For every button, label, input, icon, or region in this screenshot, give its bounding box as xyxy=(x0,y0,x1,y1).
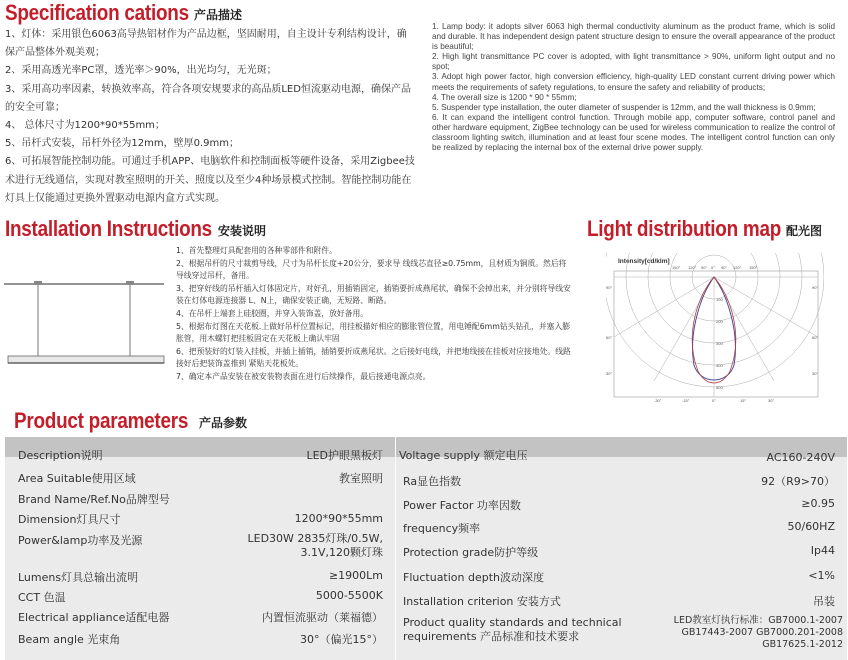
params-column-divider xyxy=(395,437,396,660)
param-value: 1200*90*55mm xyxy=(294,512,383,525)
light-distribution-diagram xyxy=(606,253,824,403)
suspended-lamp-illustration xyxy=(0,270,172,380)
spec-en-item: 3. Adopt high power factor, high conversion efficiency, high-quality LED constant current driving power which meets the requirements of safety regulations, to ensure the safety and reliability of products; xyxy=(432,72,835,92)
param-value: ≥1900Lm xyxy=(328,569,383,582)
spec-cn-item: 6、可拓展智能控制功能。可通过手机APP、电脑软件和控制面板等硬件设备，采用Zigbee技术进行无线通信，实现对教室照明的开关、照度以及至少4种场景模式控制。智能控制功能在灯具上仅能通过更换外置驱动电源内盒方式实现。 xyxy=(5,156,415,204)
spec-cn-list xyxy=(5,26,415,208)
install-item: 1、首先整理灯具配套用的各种零部件和附件。 xyxy=(176,246,337,255)
spec-en-item: 2. High light transmittance PC cover is adopted, with light transmittance > 90%, uniform light output and no spot; xyxy=(432,52,835,72)
param-label: Lumens灯具总输出流明 xyxy=(18,571,139,584)
param-label: Fluctuation depth波动深度 xyxy=(403,571,545,584)
light-map-title: Light distribution map xyxy=(587,216,782,241)
param-label: CCT 色温 xyxy=(18,591,66,604)
top-tick: 90° xyxy=(701,265,708,270)
param-label: Dimension灯具尺寸 xyxy=(18,513,121,526)
spec-cn-item: 2、采用高透光率PC罩，透光率＞90%，出光均匀，无光斑； xyxy=(5,65,277,77)
spec-cn-item: 5、吊杆式安装，吊杆外径为12mm，壁厚0.9mm； xyxy=(5,138,239,150)
install-item: 4、在吊杆上端套上硅胶圈，并穿入装饰盖，放好备用。 xyxy=(176,308,369,318)
params-title-cn: 产品参数 xyxy=(199,416,248,430)
spec-en-item: 5. Suspender type installation, the outer diameter of suspender is 12mm, and the wall thickness is 0.9mm; xyxy=(432,102,816,112)
spec-en-list xyxy=(432,22,835,153)
right-tick: 30° xyxy=(812,371,819,376)
right-tick: 60° xyxy=(812,335,819,340)
param-value: ≥0.95 xyxy=(801,497,835,510)
diagram-frame xyxy=(614,271,818,397)
install-title-cn: 安装说明 xyxy=(218,224,267,238)
spec-en-item: 6. It can expand the intelligent control function. Through mobile app, computer software, control panel and other hardware equipment, ZigBee technology can be used for wireless communication to realize the control of classroom lighting switch, illumination and at least four scene modes. The intelligent control function can only be realized by replacing the internal box of the external drive power supply. xyxy=(432,112,835,153)
top-tick: 90° xyxy=(721,265,728,270)
bottom-tick: -15° xyxy=(682,398,690,403)
spec-cn-item: 1、灯体：采用银色6063高导热铝材作为产品边框，坚固耐用，自主设计专利结构设计，确保产品整体外观美观； xyxy=(5,29,407,59)
param-value: 50/60HZ xyxy=(787,520,835,533)
spec-title: Specification cations xyxy=(5,0,189,25)
param-value: 内置恒流驱动（莱福德） xyxy=(262,611,383,624)
param-value: 吊装 xyxy=(813,595,835,608)
install-item: 5、根据布灯图在天花板.上做好吊杆位置标记，用挂板描好相应的膨胀管位置，用电锤配6mm钻头钻孔，并塞入膨胀管，用木螺钉把挂板固定在天花板上确认牢固 xyxy=(176,321,571,344)
param-label: Power&lamp功率及光源 xyxy=(18,534,143,547)
radial-label: 400 xyxy=(716,363,723,368)
radial-label: 200 xyxy=(716,319,723,324)
param-value: AC160-240V xyxy=(766,451,835,464)
bottom-tick: 0° xyxy=(712,398,716,403)
param-label: Installation criterion 安装方式 xyxy=(403,595,561,608)
polar-circles xyxy=(606,253,824,387)
top-tick: 0° xyxy=(711,265,715,270)
radial-label: 300 xyxy=(716,341,723,346)
bottom-tick: 30° xyxy=(768,398,775,403)
top-tick: 150° xyxy=(749,265,758,270)
spec-cn-item: 4、 总体尺寸为1200*90*55mm； xyxy=(5,120,165,132)
top-tick: 150° xyxy=(672,265,681,270)
left-tick: 90° xyxy=(606,285,613,290)
install-item: 7、确定本产品安装在被安装物表面在进行后续操作，最后接通电源点亮。 xyxy=(176,371,431,381)
param-value: 30°（偏光15°） xyxy=(300,633,383,646)
intensity-label: Intensity[cd/klm] xyxy=(618,258,670,265)
right-tick: 90° xyxy=(812,285,819,290)
param-value: <1% xyxy=(808,569,835,582)
install-item: 3、把穿好线的吊杆插入灯体固定片，对好孔，用插销固定，插销要折成燕尾状，确保不会掉出来，并分别将导线安装在灯体电源连接器 L、N上，确保安装正确，无短路、断路。 xyxy=(176,283,571,306)
param-value: LED30W 2835灯珠/0.5W, 3.1V,120颗灯珠 xyxy=(247,532,383,559)
param-value: 92（R9>70） xyxy=(761,475,835,488)
param-label: Product quality standards and technical requirements 产品标准和技术要求 xyxy=(403,616,622,643)
radial-label: 100 xyxy=(716,297,723,302)
polar-radials xyxy=(614,277,818,397)
ceiling-cap-left xyxy=(34,281,42,285)
param-label: Protection grade防护等级 xyxy=(403,546,539,559)
param-value: 教室照明 xyxy=(339,472,383,485)
top-tick: 120° xyxy=(733,265,742,270)
param-label: Brand Name/Ref.No品牌型号 xyxy=(18,493,170,506)
install-item: 6、把预装好的灯装入挂板，并插上插销，插销要折成燕尾状。之后接好电线，并把地线接在挂板对应接地处。线路接好后把装饰盖推到 紧贴天花板处。 xyxy=(176,346,571,369)
param-label: Power Factor 功率因数 xyxy=(403,499,521,512)
param-label: Area Suitable使用区域 xyxy=(18,472,136,485)
param-label: Electrical appliance适配电器 xyxy=(18,611,170,624)
spec-cn-item: 3、采用高功率因素，转换效率高，符合各项安规要求的高品质LED恒流驱动电源，确保产品的安全可靠； xyxy=(5,83,411,113)
params-title: Product parameters xyxy=(14,408,189,433)
param-label: Beam angle 光束角 xyxy=(18,633,121,646)
param-value: LED教室灯执行标准：GB7000.1-2007 GB17443-2007 GB7000.201-2008 GB17625.1-2012 xyxy=(673,615,843,650)
param-label: Description说明 xyxy=(18,449,103,462)
left-tick: 60° xyxy=(606,335,613,340)
spec-title-cn: 产品描述 xyxy=(194,8,243,22)
param-value: Ip44 xyxy=(810,544,835,557)
install-list xyxy=(176,245,574,384)
ceiling-cap-right xyxy=(126,281,134,285)
spec-en-item: 1. Lamp body: it adopts silver 6063 high thermal conductivity aluminum as the product frame, which is solid and durable. It has independent design patent structure design to ensure the overall appearance of the product is beautiful; xyxy=(432,22,835,52)
param-value: 5000-5500K xyxy=(315,589,383,602)
bottom-tick: -30° xyxy=(654,398,662,403)
lamp-body xyxy=(8,356,164,363)
bottom-tick: 15° xyxy=(740,398,747,403)
param-value: LED护眼黑板灯 xyxy=(306,449,383,462)
left-tick: 30° xyxy=(606,371,613,376)
radial-label: 500 xyxy=(716,385,723,390)
params-table xyxy=(5,437,847,660)
top-tick: 120° xyxy=(688,265,697,270)
param-label: Ra显色指数 xyxy=(403,475,462,488)
param-label: Voltage supply 额定电压 xyxy=(399,449,528,462)
param-label: frequency频率 xyxy=(403,522,481,535)
install-item: 2、根据吊杆的尺寸裁剪导线，尺寸为吊杆长度+20公分，要求导 线线芯直径≥0.75mm，且材质为铜质。然后将导线穿过吊杆，备用。 xyxy=(176,258,567,281)
spec-en-item: 4. The overall size is 1200 * 90 * 55mm; xyxy=(432,92,577,102)
light-map-title-cn: 配光图 xyxy=(786,224,823,238)
install-title: Installation Instructions xyxy=(5,216,212,241)
